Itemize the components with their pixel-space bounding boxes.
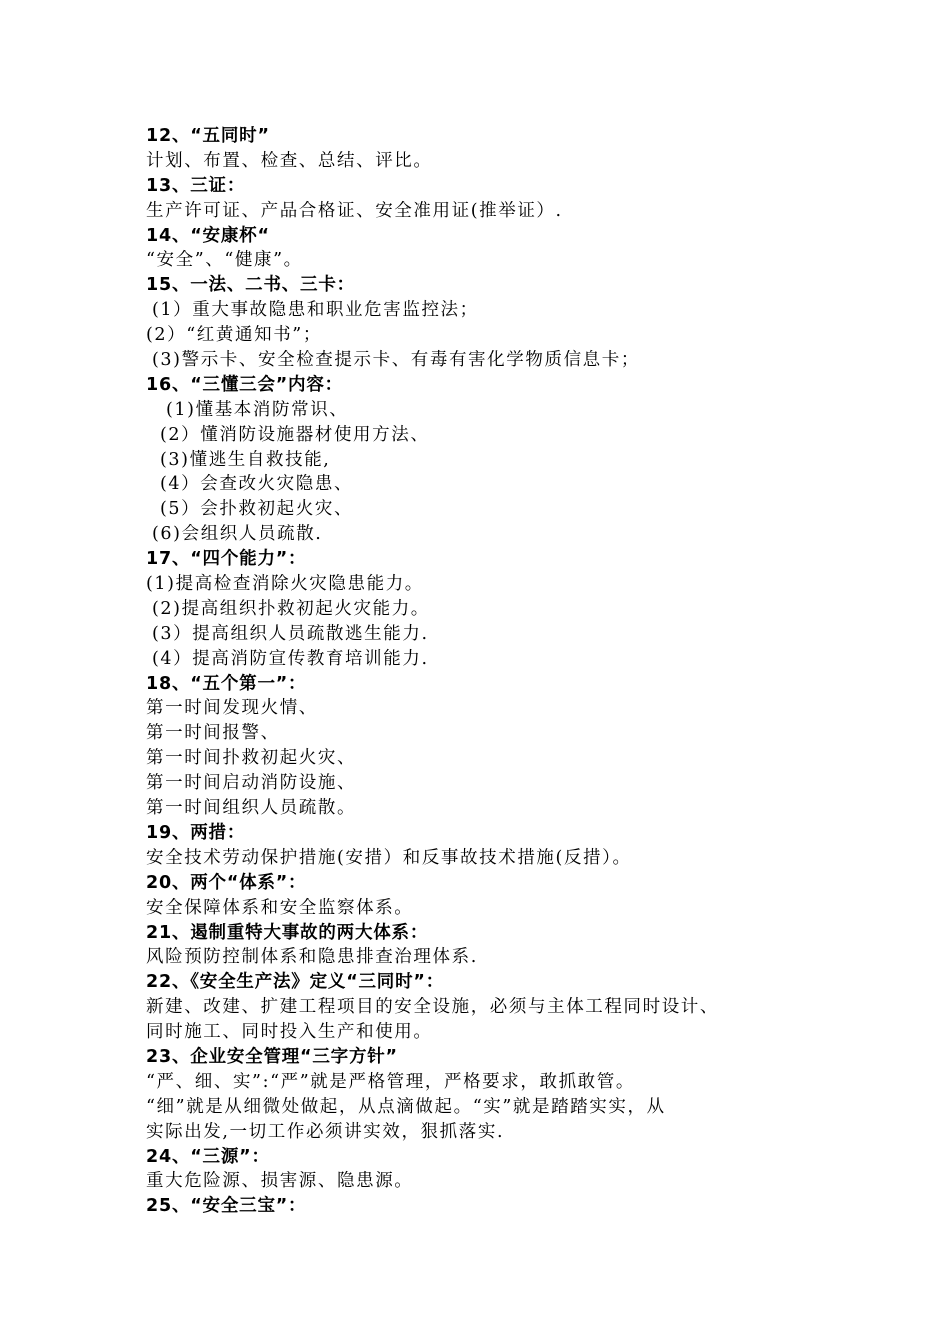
list-item: (4）提高消防宣传教育培训能力. bbox=[152, 648, 429, 669]
list-item: (4）会查改火灾隐患、 bbox=[160, 474, 354, 495]
list-item: 第一时间启动消防设施、 bbox=[146, 773, 357, 794]
list-item: (5）会扑救初起火灾、 bbox=[160, 499, 354, 520]
text-line: 同时施工、同时投入生产和使用。 bbox=[146, 1022, 433, 1043]
heading-21: 21、遏制重特大事故的两大体系： bbox=[146, 922, 429, 943]
heading-14: 14、“安康杯“ bbox=[146, 225, 270, 246]
text-line: 重大危险源、损害源、隐患源。 bbox=[146, 1171, 414, 1192]
heading-24: 24、“三源”： bbox=[146, 1146, 270, 1167]
text-line: 新建、改建、扩建工程项目的安全设施，必须与主体工程同时设计、 bbox=[146, 997, 719, 1018]
list-item: (3)警示卡、安全检查提示卡、有毒有害化学物质信息卡； bbox=[152, 350, 640, 371]
heading-25: 25、“安全三宝”： bbox=[146, 1196, 307, 1217]
list-item: (3)懂逃生自救技能, bbox=[160, 449, 331, 470]
heading-23: 23、企业安全管理“三字方针” bbox=[146, 1046, 398, 1067]
heading-12: 12、“五同时” bbox=[146, 126, 270, 146]
list-item: (2)提高组织扑救初起火灾能力。 bbox=[152, 598, 430, 619]
heading-22: 22、《安全生产法》定义“三同时”： bbox=[146, 972, 445, 993]
document-page bbox=[146, 124, 836, 1219]
list-item: 第一时间发现火情、 bbox=[146, 698, 318, 719]
list-item: 第一时间组织人员疏散。 bbox=[146, 798, 357, 819]
text-line: 计划、布置、检查、总结、评比。 bbox=[146, 150, 433, 171]
text-line: “细”就是从细微处做起，从点滴做起。“实”就是踏踏实实，从 bbox=[146, 1096, 666, 1117]
heading-20: 20、两个“体系”： bbox=[146, 872, 307, 893]
list-item: (1）重大事故隐患和职业危害监控法； bbox=[152, 300, 479, 321]
list-item: (2）懂消防设施器材使用方法、 bbox=[160, 424, 430, 445]
heading-19: 19、两措： bbox=[146, 822, 246, 843]
heading-13: 13、三证： bbox=[146, 175, 246, 196]
heading-17: 17、“四个能力”： bbox=[146, 549, 307, 570]
list-item: (1)提高检查消除火灾隐患能力。 bbox=[146, 574, 424, 595]
text-line: 生产许可证、产品合格证、安全准用证(推举证）. bbox=[146, 200, 563, 221]
text-line: “严、细、实”:“严”就是严格管理，严格要求，敢抓敢管。 bbox=[146, 1071, 635, 1092]
text-line: 安全技术劳动保护措施(安措）和反事故技术措施(反措）。 bbox=[146, 847, 632, 868]
heading-16: 16、“三懂三会”内容： bbox=[146, 374, 343, 395]
text-line: 实际出发,一切工作必须讲实效，狠抓落实. bbox=[146, 1121, 505, 1142]
text-line: “安全”、“健康”。 bbox=[146, 250, 303, 271]
heading-18: 18、“五个第一”： bbox=[146, 673, 307, 694]
list-item: (2）“红黄通知书”； bbox=[146, 325, 322, 346]
text-line: 风险预防控制体系和隐患排查治理体系. bbox=[146, 947, 478, 968]
list-item: 第一时间报警、 bbox=[146, 723, 280, 744]
text-line: 安全保障体系和安全监察体系。 bbox=[146, 897, 414, 918]
list-item: (6)会组织人员疏散. bbox=[152, 524, 323, 545]
list-item: 第一时间扑救初起火灾、 bbox=[146, 748, 357, 769]
list-item: (1)懂基本消防常识、 bbox=[166, 399, 349, 420]
heading-15: 15、一法、二书、三卡： bbox=[146, 275, 355, 296]
list-item: (3）提高组织人员疏散逃生能力. bbox=[152, 623, 429, 644]
